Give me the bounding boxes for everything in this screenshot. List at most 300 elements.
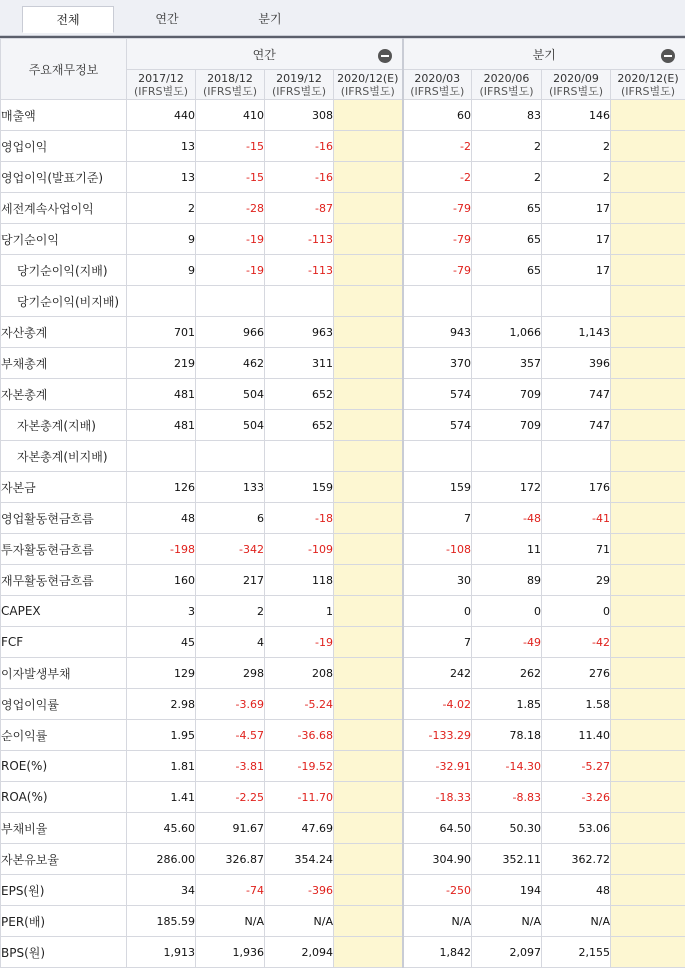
value-cell (542, 441, 611, 472)
row-label: 자본총계 (1, 379, 127, 410)
value-cell: 1.58 (542, 689, 611, 720)
value-cell (127, 286, 196, 317)
table-row (1, 875, 685, 906)
value-cell (196, 441, 265, 472)
value-cell: 219 (127, 348, 196, 379)
value-cell: -19 (196, 224, 265, 255)
value-cell (611, 348, 685, 379)
quarter-collapse-icon[interactable] (661, 49, 675, 63)
value-cell: 45 (127, 627, 196, 658)
period-label: 2017/12 (138, 71, 184, 85)
value-cell: -16 (265, 131, 334, 162)
value-cell: 11.40 (542, 720, 611, 751)
value-cell: 298 (196, 658, 265, 689)
value-cell: -250 (403, 875, 472, 906)
value-cell (334, 193, 403, 224)
table-row (1, 131, 685, 162)
period-header (472, 70, 542, 100)
value-cell: 1,913 (127, 937, 196, 968)
period-label: 2020/03 (414, 71, 461, 85)
basis-label: (IFRS별도) (479, 84, 534, 98)
value-cell: 1,936 (196, 937, 265, 968)
value-cell (334, 596, 403, 627)
row-label: 영업이익 (1, 131, 127, 162)
value-cell: 6 (196, 503, 265, 534)
value-cell: 9 (127, 224, 196, 255)
row-label: EPS(원) (1, 875, 127, 906)
value-cell: -79 (403, 255, 472, 286)
basis-label: (IFRS별도) (133, 84, 189, 98)
value-cell (611, 286, 685, 317)
value-cell (334, 503, 403, 534)
period-header (196, 70, 265, 100)
value-cell: 53.06 (542, 813, 611, 844)
value-cell: -36.68 (265, 720, 334, 751)
value-cell: 943 (403, 317, 472, 348)
value-cell: -49 (472, 627, 542, 658)
value-cell: 311 (265, 348, 334, 379)
period-label: 2020/12(E) (617, 71, 679, 85)
value-cell (265, 441, 334, 472)
period-label: 2018/12 (207, 71, 253, 85)
tab-quarter[interactable]: 분기 (258, 12, 282, 26)
value-cell: -2.25 (196, 782, 265, 813)
value-cell: 354.24 (265, 844, 334, 875)
value-cell (611, 534, 685, 565)
value-cell: 262 (472, 658, 542, 689)
value-cell (611, 317, 685, 348)
value-cell: 2 (472, 131, 542, 162)
row-label: FCF (1, 627, 127, 658)
value-cell: -48 (472, 503, 542, 534)
value-cell: 747 (542, 379, 611, 410)
value-cell: 304.90 (403, 844, 472, 875)
value-cell: -18 (265, 503, 334, 534)
value-cell: 2 (127, 193, 196, 224)
value-cell: 652 (265, 410, 334, 441)
value-cell (611, 813, 685, 844)
annual-group-label: 연간 (252, 48, 276, 62)
value-cell (334, 534, 403, 565)
value-cell: 701 (127, 317, 196, 348)
value-cell: 462 (196, 348, 265, 379)
value-cell: 176 (542, 472, 611, 503)
value-cell: 47.69 (265, 813, 334, 844)
value-cell: 326.87 (196, 844, 265, 875)
value-cell (611, 255, 685, 286)
period-label: 2020/09 (553, 71, 599, 85)
value-cell: -15 (196, 131, 265, 162)
tab-all[interactable]: 전체 (22, 6, 114, 33)
value-cell: 2.98 (127, 689, 196, 720)
table-row (1, 720, 685, 751)
value-cell: -19 (265, 627, 334, 658)
value-cell: 129 (127, 658, 196, 689)
row-label: 영업활동현금흐름 (1, 503, 127, 534)
value-cell (334, 410, 403, 441)
value-cell (196, 286, 265, 317)
value-cell: 574 (403, 410, 472, 441)
value-cell: 1.81 (127, 751, 196, 782)
value-cell: 50.30 (472, 813, 542, 844)
value-cell: -19 (196, 255, 265, 286)
financial-table (0, 38, 685, 968)
value-cell: 504 (196, 410, 265, 441)
value-cell (334, 689, 403, 720)
value-cell: 17 (542, 255, 611, 286)
period-label: 2019/12 (276, 71, 322, 85)
value-cell: 1.85 (472, 689, 542, 720)
value-cell: 17 (542, 224, 611, 255)
basis-label: (IFRS별도) (548, 84, 604, 98)
value-cell: 2,155 (542, 937, 611, 968)
value-cell: 3 (127, 596, 196, 627)
value-cell: 2 (472, 162, 542, 193)
value-cell: 78.18 (472, 720, 542, 751)
value-cell (334, 472, 403, 503)
value-cell (334, 162, 403, 193)
table-row (1, 100, 685, 131)
value-cell: 7 (403, 503, 472, 534)
row-label-header: 주요재무정보 (1, 39, 127, 100)
value-cell: 65 (472, 255, 542, 286)
value-cell: -5.24 (265, 689, 334, 720)
value-cell (611, 658, 685, 689)
table-row (1, 565, 685, 596)
value-cell (334, 906, 403, 937)
value-cell: 2 (196, 596, 265, 627)
period-header (265, 70, 334, 100)
value-cell: -2 (403, 162, 472, 193)
table-row (1, 534, 685, 565)
value-cell: -32.91 (403, 751, 472, 782)
value-cell (334, 751, 403, 782)
row-label: 재무활동현금흐름 (1, 565, 127, 596)
value-cell (403, 441, 472, 472)
row-label: PER(배) (1, 906, 127, 937)
row-label: 부채비율 (1, 813, 127, 844)
value-cell: -3.26 (542, 782, 611, 813)
value-cell (611, 689, 685, 720)
value-cell: 370 (403, 348, 472, 379)
row-label: 자본금 (1, 472, 127, 503)
value-cell: 172 (472, 472, 542, 503)
value-cell (611, 193, 685, 224)
value-cell: 440 (127, 100, 196, 131)
table-row (1, 410, 685, 441)
table-row (1, 689, 685, 720)
quarter-group-header (403, 39, 685, 70)
value-cell (265, 286, 334, 317)
value-cell: 48 (542, 875, 611, 906)
value-cell (611, 565, 685, 596)
quarter-group-label: 분기 (532, 48, 556, 62)
value-cell: -4.57 (196, 720, 265, 751)
value-cell: 83 (472, 100, 542, 131)
value-cell: 709 (472, 410, 542, 441)
annual-collapse-icon[interactable] (378, 49, 392, 63)
value-cell (334, 286, 403, 317)
value-cell (334, 565, 403, 596)
value-cell: 963 (265, 317, 334, 348)
value-cell: 0 (403, 596, 472, 627)
table-row (1, 472, 685, 503)
table-row (1, 286, 685, 317)
value-cell (611, 720, 685, 751)
value-cell: 2,097 (472, 937, 542, 968)
value-cell (611, 906, 685, 937)
value-cell: 34 (127, 875, 196, 906)
value-cell: -42 (542, 627, 611, 658)
value-cell: -28 (196, 193, 265, 224)
row-label: CAPEX (1, 596, 127, 627)
value-cell: 208 (265, 658, 334, 689)
value-cell (334, 255, 403, 286)
table-row (1, 162, 685, 193)
value-cell: 0 (472, 596, 542, 627)
basis-label: (IFRS별도) (271, 84, 327, 98)
value-cell (403, 286, 472, 317)
value-cell (334, 441, 403, 472)
value-cell: 1,066 (472, 317, 542, 348)
value-cell (334, 937, 403, 968)
value-cell: -396 (265, 875, 334, 906)
value-cell: 1.41 (127, 782, 196, 813)
row-label: 영업이익률 (1, 689, 127, 720)
value-cell: 126 (127, 472, 196, 503)
value-cell: 362.72 (542, 844, 611, 875)
period-header (542, 70, 611, 100)
table-row (1, 751, 685, 782)
value-cell: 89 (472, 565, 542, 596)
row-label: 영업이익(발표기준) (1, 162, 127, 193)
value-cell: N/A (196, 906, 265, 937)
period-header (403, 70, 472, 100)
value-cell: 194 (472, 875, 542, 906)
table-row (1, 317, 685, 348)
basis-label: (IFRS별도) (410, 84, 465, 98)
value-cell (334, 317, 403, 348)
value-cell: -3.81 (196, 751, 265, 782)
row-label: BPS(원) (1, 937, 127, 968)
value-cell: 65 (472, 193, 542, 224)
annual-group-header (127, 39, 403, 70)
table-row (1, 658, 685, 689)
value-cell: 9 (127, 255, 196, 286)
value-cell: -15 (196, 162, 265, 193)
value-cell: 185.59 (127, 906, 196, 937)
value-cell: 747 (542, 410, 611, 441)
value-cell: 4 (196, 627, 265, 658)
value-cell: 29 (542, 565, 611, 596)
value-cell: 146 (542, 100, 611, 131)
value-cell: 64.50 (403, 813, 472, 844)
value-cell: -113 (265, 224, 334, 255)
value-cell: -8.83 (472, 782, 542, 813)
value-cell: 357 (472, 348, 542, 379)
value-cell: -5.27 (542, 751, 611, 782)
value-cell: 13 (127, 131, 196, 162)
value-cell (611, 410, 685, 441)
value-cell: 0 (542, 596, 611, 627)
value-cell: 242 (403, 658, 472, 689)
value-cell: -79 (403, 224, 472, 255)
value-cell (472, 286, 542, 317)
value-cell (127, 441, 196, 472)
value-cell (611, 782, 685, 813)
table-row (1, 906, 685, 937)
table-row (1, 937, 685, 968)
table-row (1, 224, 685, 255)
value-cell (334, 813, 403, 844)
value-cell (334, 224, 403, 255)
value-cell: -41 (542, 503, 611, 534)
value-cell: 45.60 (127, 813, 196, 844)
table-row (1, 441, 685, 472)
period-header (611, 70, 685, 100)
value-cell: 118 (265, 565, 334, 596)
basis-label: (IFRS별도) (620, 84, 676, 98)
value-cell: 1.95 (127, 720, 196, 751)
value-cell: 2,094 (265, 937, 334, 968)
basis-label: (IFRS별도) (340, 84, 395, 98)
value-cell: 709 (472, 379, 542, 410)
basis-label: (IFRS별도) (202, 84, 258, 98)
value-cell: -198 (127, 534, 196, 565)
value-cell: 308 (265, 100, 334, 131)
row-label: ROA(%) (1, 782, 127, 813)
value-cell: -4.02 (403, 689, 472, 720)
value-cell (611, 441, 685, 472)
row-label: 당기순이익(지배) (1, 255, 127, 286)
period-label: 2020/06 (483, 71, 530, 85)
row-label: 당기순이익(비지배) (1, 286, 127, 317)
value-cell (334, 348, 403, 379)
value-cell: 217 (196, 565, 265, 596)
value-cell: -18.33 (403, 782, 472, 813)
value-cell (611, 100, 685, 131)
value-cell (334, 844, 403, 875)
value-cell (472, 441, 542, 472)
value-cell: 410 (196, 100, 265, 131)
value-cell: -79 (403, 193, 472, 224)
row-label: 세전계속사업이익 (1, 193, 127, 224)
value-cell (611, 875, 685, 906)
value-cell: 91.67 (196, 813, 265, 844)
value-cell: -16 (265, 162, 334, 193)
table-row (1, 379, 685, 410)
value-cell (611, 596, 685, 627)
value-cell: -11.70 (265, 782, 334, 813)
value-cell: 352.11 (472, 844, 542, 875)
value-cell: 276 (542, 658, 611, 689)
value-cell (334, 782, 403, 813)
value-cell: -87 (265, 193, 334, 224)
value-cell (334, 379, 403, 410)
value-cell: 966 (196, 317, 265, 348)
value-cell (611, 751, 685, 782)
table-row (1, 255, 685, 286)
value-cell: 7 (403, 627, 472, 658)
value-cell (334, 131, 403, 162)
row-label: 당기순이익 (1, 224, 127, 255)
value-cell: 48 (127, 503, 196, 534)
value-cell: 159 (265, 472, 334, 503)
row-label: 자산총계 (1, 317, 127, 348)
table-row (1, 503, 685, 534)
value-cell: 71 (542, 534, 611, 565)
value-cell: -2 (403, 131, 472, 162)
row-label: 투자활동현금흐름 (1, 534, 127, 565)
row-label: 매출액 (1, 100, 127, 131)
value-cell: 2 (542, 131, 611, 162)
value-cell (611, 131, 685, 162)
value-cell (334, 720, 403, 751)
value-cell (611, 627, 685, 658)
row-label: ROE(%) (1, 751, 127, 782)
value-cell: 60 (403, 100, 472, 131)
value-cell: 574 (403, 379, 472, 410)
period-label: 2020/12(E) (337, 71, 399, 85)
row-label: 부채총계 (1, 348, 127, 379)
table-row (1, 193, 685, 224)
row-label: 자본유보율 (1, 844, 127, 875)
value-cell (611, 937, 685, 968)
value-cell: 1 (265, 596, 334, 627)
value-cell: 652 (265, 379, 334, 410)
value-cell: 504 (196, 379, 265, 410)
tab-bar (0, 0, 685, 36)
tab-annual[interactable]: 연간 (155, 12, 179, 26)
table-row (1, 782, 685, 813)
value-cell: 17 (542, 193, 611, 224)
value-cell: 13 (127, 162, 196, 193)
value-cell: 133 (196, 472, 265, 503)
value-cell: -108 (403, 534, 472, 565)
value-cell: 2 (542, 162, 611, 193)
value-cell: 11 (472, 534, 542, 565)
value-cell (611, 472, 685, 503)
table-row (1, 596, 685, 627)
value-cell: -113 (265, 255, 334, 286)
value-cell: 396 (542, 348, 611, 379)
value-cell: -14.30 (472, 751, 542, 782)
value-cell: 160 (127, 565, 196, 596)
value-cell (611, 162, 685, 193)
value-cell: 65 (472, 224, 542, 255)
row-label: 자본총계(지배) (1, 410, 127, 441)
row-label: 이자발생부채 (1, 658, 127, 689)
value-cell: -133.29 (403, 720, 472, 751)
value-cell: 159 (403, 472, 472, 503)
value-cell: N/A (403, 906, 472, 937)
value-cell: -3.69 (196, 689, 265, 720)
row-label: 순이익률 (1, 720, 127, 751)
value-cell (611, 844, 685, 875)
table-row (1, 627, 685, 658)
value-cell (611, 379, 685, 410)
value-cell: 1,143 (542, 317, 611, 348)
value-cell (334, 875, 403, 906)
row-label: 자본총계(비지배) (1, 441, 127, 472)
value-cell: -342 (196, 534, 265, 565)
value-cell: -19.52 (265, 751, 334, 782)
table-row (1, 844, 685, 875)
value-cell: -109 (265, 534, 334, 565)
value-cell: -74 (196, 875, 265, 906)
value-cell: N/A (542, 906, 611, 937)
value-cell: 30 (403, 565, 472, 596)
